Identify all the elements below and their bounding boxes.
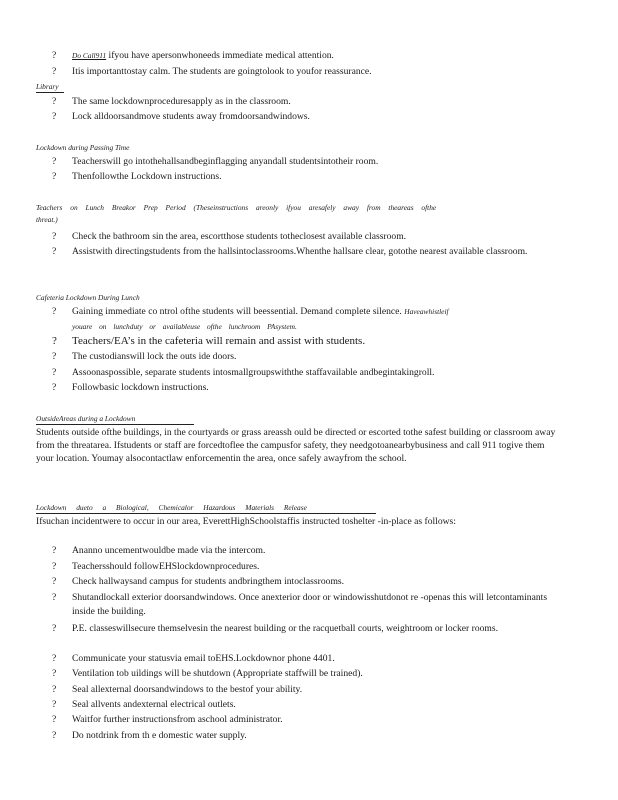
section-heading: Lockdown during Passing Time [36,143,130,152]
list-item: ? Ventilation tob uildings will be shutdown (Appropriate staffwill be trained). [52,668,363,679]
call-911-link[interactable]: Do Call911 [72,51,107,60]
bullet: ? [52,50,57,61]
list-item: ? Do notdrink from th e domestic water supply. [52,730,247,741]
section-heading: OutsideAreas during a Lockdown [36,414,136,423]
list-item: ? Assoonaspossible, separate students intosmallgroupswiththe staffavailable andbegintakingroll. [52,367,435,378]
paragraph: Ifsuchan incidentwere to occur in our area, EverettHighSchoolstaffis instructed toshelter -in-place as follows: [36,516,456,527]
section-heading-continued: threat.) [36,215,58,224]
list-item: ? Shutandlockall exterior doorsandwindows. Once anexterior door or windowisshutdonot re -openas this will letcontaminants inside the building. [52,592,548,617]
section-heading: Library [36,82,59,91]
heading-underline [36,92,64,93]
list-item: ? The same lockdownproceduresapply as in the classroom. [52,96,291,107]
list-item: ? Lock alldoorsandmove students away fromdoorsandwindows. [52,111,310,122]
paragraph: Students outside ofthe buildings, in the courtyards or grass areassh ould be directed or escorted tothe safest building or classroom away from the threatarea. Ifstudents or staff are forcedtoflee the campusfor safety, they needgotoanearbybusiness and call 911 togive them your location. Youmay alsocontactlaw enforcementin the area, once safely awayfrom the school. [36,427,556,465]
list-item: ? Teachersshould followEHSlockdownprocedures. [52,561,260,572]
list-item-continued: youare on lunchduty or availableuse ofthe lunchroom PAsystem. [72,322,297,331]
section-heading: Lockdown dueto a Biological, Chemicalor Hazardous Materials Release [36,503,307,512]
list-item: ? P.E. classeswillsecure themselvesin the nearest building or the racquetball courts, weightroom or locker rooms. [52,623,499,634]
list-item: ? Itis importanttostay calm. The students are goingtolook to youfor reassurance. [52,66,372,77]
list-item: ? Communicate your statusvia email toEHS.Lockdownor phone 4401. [52,653,335,664]
list-item: ? Assistwith directingstudents from the hallsintoclassrooms.Whenthe hallsare clear, gotothe nearest available classroom. [52,246,528,257]
list-item: ? Gaining immediate co ntrol ofthe students will beessential. Demand complete silence. Haveawhistleif [52,306,449,317]
list-item: ? Check the bathroom sin the area, escortthose students totheclosest available classroom. [52,231,407,242]
list-item: ? Thenfollowthe Lockdown instructions. [52,171,222,182]
list-item: ? Teachers/EA’s in the cafeteria will remain and assist with students. [52,335,366,347]
section-heading: Teachers on Lunch Breakor Prep Period (Theseinstructions areonly ifyou aresafely away from theareas ofthe [36,203,437,212]
list-item: ? Check hallwaysand campus for students andbringthem intoclassrooms. [52,576,345,587]
list-item: ? Waitfor further instructionsfrom aschool administrator. [52,714,283,725]
list-item: ? Ananno uncementwouldbe made via the intercom. [52,545,266,556]
heading-underline [36,424,194,425]
list-item: ? The custodianswill lock the outs ide doors. [52,351,237,362]
list-item: ? Teacherswill go intothehallsandbeginflagging anyandall studentsintotheir room. [52,156,379,167]
section-heading: Cafeteria Lockdown During Lunch [36,293,140,302]
list-item: ? Do Call911 ifyou have apersonwhoneeds immediate medical attention. [52,50,334,61]
list-item: ? Seal allvents andexternal electrical outlets. [52,699,236,710]
heading-underline [36,513,376,514]
list-item: ? Followbasic lockdown instructions. [52,382,209,393]
list-item: ? Seal allexternal doorsandwindows to the bestof your ability. [52,684,303,695]
